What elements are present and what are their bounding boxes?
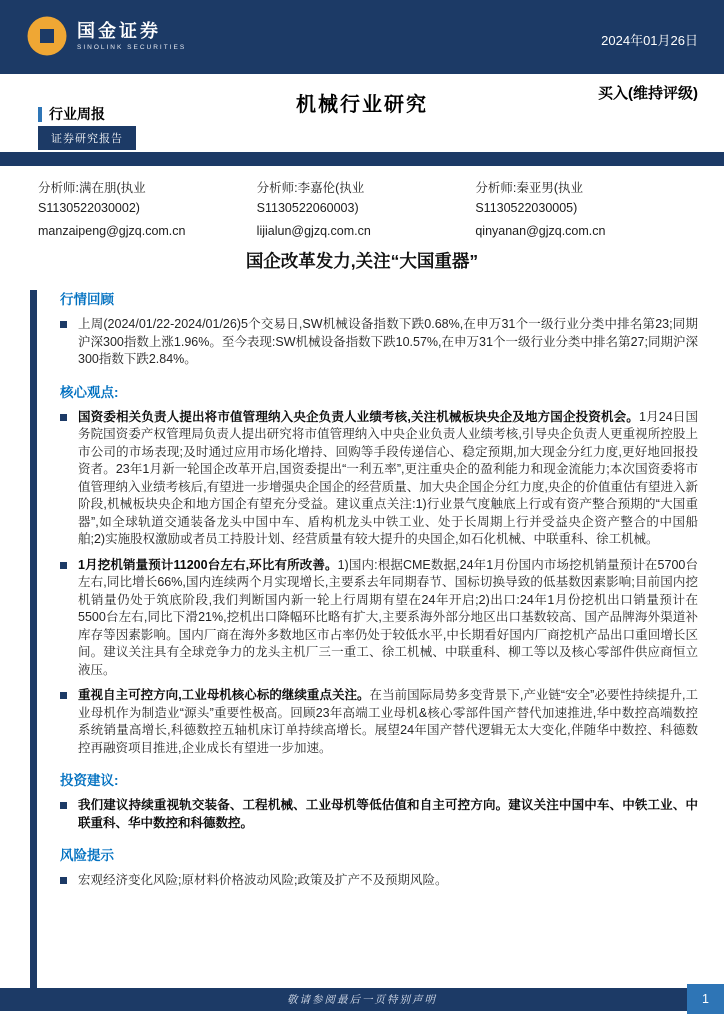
brand-coin-icon <box>26 15 68 57</box>
top-banner <box>0 0 724 74</box>
bullet-square-icon <box>60 321 67 328</box>
separator-band <box>0 152 724 166</box>
analyst-role-name: 分析师:满在朋(执业 <box>38 181 146 195</box>
bullet-text: 1月挖机销量预计11200台左右,环比有所改善。1)国内:根据CME数据,24年1月份国内市场挖机销量预计在5700台左右,同比增长66%,国内连续两个月实现增长,主要系去年同期春节、国标切换导致的低基数因素影响;目前国内挖机销量仍处于筑底阶段,我们判断国内新一轮上行周期有望在24年开启;2)出口:24年1月份挖机出口销量预计在5500台左右,同比下滑21%,挖机出口降幅环比略有扩大,主要系海外部分地区出口基数较高、国产品牌海外渠道补库存等因素影响。国内厂商在海外多数地区市占率仍处于较低水平,中长期看好国内厂商挖机产品出口重回增长区间。建议关注具有全球竞争力的龙头主机厂三一重工、徐工机械、中联重科、柳工等以及核心零部件供应商恒立液压。 <box>78 557 698 677</box>
bullet-square-icon <box>60 414 67 421</box>
bullet-square-icon <box>60 802 67 809</box>
section-heading-2: 核心观点: <box>60 384 119 400</box>
bullet-item <box>60 872 698 890</box>
analyst-email: manzaipeng@gjzq.com.cn <box>38 224 186 238</box>
section-heading-4: 风险提示 <box>60 848 114 863</box>
report-body <box>60 286 698 898</box>
bullet-text: 宏观经济变化风险;原材料价格波动风险;政策及扩产不及预期风险。 <box>78 873 448 887</box>
brand-text <box>77 21 186 52</box>
left-margin-stripe <box>30 290 37 988</box>
bullet-item <box>60 316 698 369</box>
footer-disclaimer: 敬请参阅最后一页特别声明 <box>287 995 437 1006</box>
bullet-text: 我们建议持续重视轨交装备、工程机械、工业母机等低估值和自主可控方向。建议关注中国中车、中铁工业、中联重科、华中数控和科德数控。 <box>78 798 698 830</box>
report-type-label: 行业周报 <box>49 106 105 122</box>
bullet-text: 国资委相关负责人提出将市值管理纳入央企负责人业绩考核,关注机械板块央企及地方国企投资机会。1月24日国务院国资委产权管理局负责人提出研究将市值管理纳入中央企业负责人业绩考核,引导央企负责人更重视所控股上市公司的市场表现;及时通过应用市场化增持、回购等手段传递信心、稳定预期,加大现金分红力度,更好地回报投资者。23年1月新一轮国企改革开启,国资委提出“一利五率”,更注重央企的盈利能力和现金流能力;本次国资委将市值管理纳入业绩考核后,有望进一步增强央企国企的经营质量、加大央企国企分红力度,央企的价值重估有望进入新阶段,机械板块央企和地方国企有望充分受益。建议重点关注:1)行业景气度触底上行或有资产整合预期的“大国重器”,如全球轨道交通装备龙头中国中车、盾构机龙头中铁工业、处于长周期上行并受益央企资产整合的中国船舶;2)实施股权激励或者员工持股计划、经营质量有较大提升的央国企,如石化机械、中联重科、徐工机械。 <box>78 409 698 546</box>
section-heading-1: 行情回顾 <box>60 292 114 307</box>
industry-title: 机械行业研究 <box>296 94 428 116</box>
analyst-card-3 <box>475 178 694 241</box>
bullet-item <box>60 557 698 680</box>
analyst-license: S1130522030002) <box>38 201 140 215</box>
analyst-role-name: 分析师:秦亚男(执业 <box>475 181 583 195</box>
bullet-item <box>60 687 698 757</box>
brand-logo <box>26 15 186 57</box>
analyst-email: lijialun@gjzq.com.cn <box>256 224 371 238</box>
brand-name-cn: 国金证券 <box>77 20 161 41</box>
blue-bar-icon <box>38 107 42 122</box>
page-number: 1 <box>687 984 724 1014</box>
report-date: 2024年01月26日 <box>601 33 698 48</box>
bullet-text: 重视自主可控方向,工业母机核心标的继续重点关注。在当前国际局势多变背景下,产业链“安全”必要性持续提升,工业母机作为制造业“源头”重要性极高。回顾23年高端工业母机&核心零部件国产替代加速推进,华中数控高端数控系统销量高增长,科德数控五轴机床订单持续高增长。展望24年国产替代逻辑无太大变化,伴随华中数控、科德数控再融资项目推进,企业成长有望进一步加速。 <box>78 688 698 755</box>
analyst-card-1 <box>38 178 257 241</box>
bullet-text: 上周(2024/01/22-2024/01/26)5个交易日,SW机械设备指数下跌0.68%,在申万31个一级行业分类中排名第23;同期沪深300指数上涨1.96%。至今表现:SW机械设备指数下跌10.57%,在申万31个一级行业分类中排名第27;同期沪深300指数下跌2.84%。 <box>78 317 698 366</box>
report-type <box>38 104 105 124</box>
analyst-card-2 <box>257 178 476 241</box>
brand-name-en: SINOLINK SECURITIES <box>77 44 187 52</box>
bullet-square-icon <box>60 692 67 699</box>
section-heading-3: 投资建议: <box>60 773 119 788</box>
analyst-email: qinyanan@gjzq.com.cn <box>475 224 606 238</box>
report-tag-badge: 证券研究报告 <box>38 126 136 150</box>
analysts-row <box>38 178 694 241</box>
bullet-square-icon <box>60 562 67 569</box>
analyst-role-name: 分析师:李嘉伦(执业 <box>256 181 365 195</box>
analyst-license: S1130522060003) <box>256 201 359 215</box>
report-title: 国企改革发力,关注“大国重器” <box>245 251 479 271</box>
analyst-license: S1130522030005) <box>475 201 578 215</box>
rating-label: 买入(维持评级) <box>598 85 698 102</box>
bullet-item <box>60 797 698 832</box>
bullet-square-icon <box>60 877 67 884</box>
bullet-item <box>60 409 698 549</box>
